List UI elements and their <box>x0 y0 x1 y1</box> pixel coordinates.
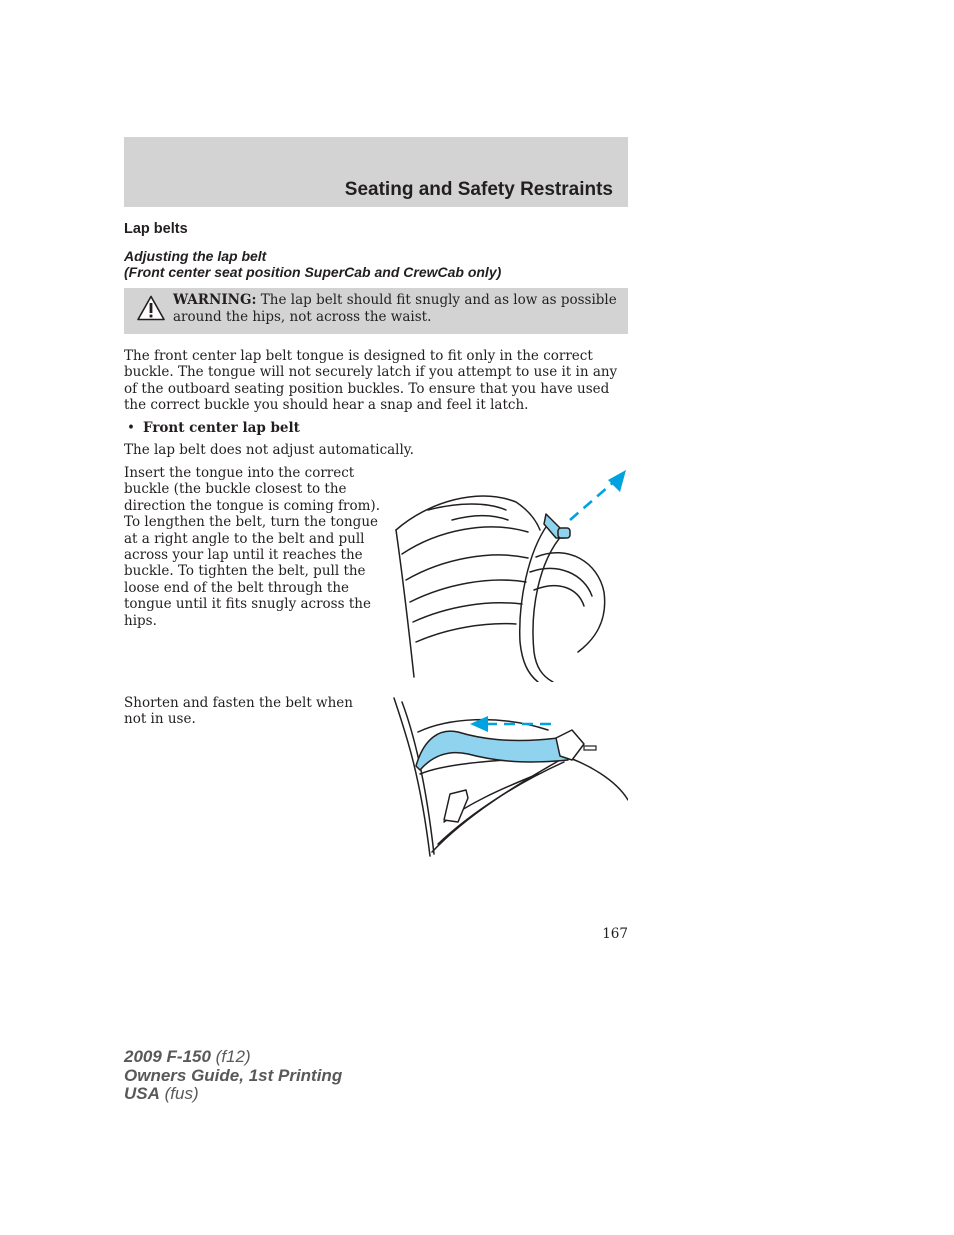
footer-imprint <box>124 1048 342 1104</box>
footer-model-code: (f12) <box>210 1047 251 1066</box>
bullet-mark: • <box>127 420 135 436</box>
warning-triangle-icon <box>137 295 165 321</box>
footer-market-code: (fus) <box>159 1084 199 1103</box>
section-title: Lap belts <box>124 221 188 237</box>
warning-box <box>124 288 628 334</box>
footer-market: USA <box>124 1084 160 1103</box>
page-number: 167 <box>602 926 628 942</box>
lap-belt-shorten-illustration <box>388 694 628 858</box>
warning-message: The lap belt should fit snugly and as low as possible around the hips, not across the waist. <box>173 292 617 325</box>
paragraph-buckle-tongue: The front center lap belt tongue is designed to fit only in the correct buckle. The tongue will not securely latch if you attempt to use it in any of the outboard seating position buckles. To ensure that you have used the correct buckle you should hear a snap and feel it latch. <box>124 348 618 414</box>
paragraph-shorten-fasten: Shorten and fasten the belt when not in use. <box>124 695 353 728</box>
footer-model: 2009 F-150 <box>124 1047 211 1066</box>
bullet-text: Front center lap belt <box>142 420 300 436</box>
warning-label: WARNING: <box>173 292 257 308</box>
footer-line-3 <box>124 1085 342 1104</box>
warning-text <box>173 292 623 325</box>
footer-edition: Owners Guide, 1st Printing <box>124 1065 343 1085</box>
header-title: Seating and Safety Restraints <box>344 179 613 200</box>
lap-belt-insert-illustration <box>388 462 628 682</box>
footer-line-2 <box>124 1067 342 1086</box>
subheading-line-1: Adjusting the lap belt <box>124 248 267 264</box>
subheading <box>124 248 501 280</box>
header-band <box>124 137 628 207</box>
paragraph-no-auto-adjust: The lap belt does not adjust automatically. <box>124 442 414 458</box>
subheading-line-2: (Front center seat position SuperCab and CrewCab only) <box>124 264 502 280</box>
footer-line-1 <box>124 1048 342 1067</box>
paragraph-insert-tongue: Insert the tongue into the correct buckle (the buckle closest to the direction the tongue is coming from). To lengthen the belt, turn the tongue at a right angle to the belt and pull across your lap until it reaches the buckle. To tighten the belt, pull the loose end of the belt through the tongue until it fits snugly across the hips. <box>124 465 380 629</box>
bullet-front-center-lap-belt <box>124 420 300 436</box>
